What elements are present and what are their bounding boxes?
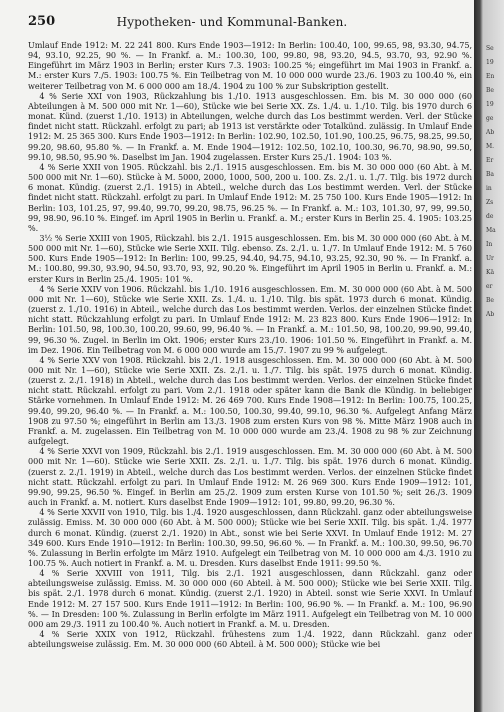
facing-page-fragment: er	[486, 283, 493, 290]
paragraph-serie-xxvi: 4 % Serie XXVI von 1909, Rückzahl. bis 2./1. 1919 ausgeschlossen. Em. M. 30 000 000 (60 Abt. à M. 500 000 mit Nr. 1—60). Stücke wie Serie XXII. Zs. 2./1. u. 1./7. Tilg. bis spät. 1976 durch 6 monat. Kündig. (zuerst z. 2./1. 1919) in Abteil., welche durch das Los bestimmt werden. Verlos. der einzelnen Stücke findet nicht statt. Rückzahl. erfolgt zu pari. In Umlauf Ende 1912: M. 26 969 300. Kurs Ende 1909—1912: 101, 99.90, 99.25, 96.50 %. Eingef. in Berlin am 25./2. 1909 zum ersten Kurse von 101.50 %; seit 26./3. 1909 auch in Frankf. a. M. notiert. Kurs daselbst Ende 1909—1912: 101, 99.80, 99.20, 96.30 %.	[28, 446, 472, 508]
facing-page-fragment: M.	[486, 143, 495, 150]
facing-page-fragment: Se	[486, 45, 494, 52]
facing-page-fragment: 19	[486, 59, 494, 66]
facing-page-fragment: Ab	[486, 311, 495, 318]
page-header	[28, 14, 436, 30]
paragraph-serie-xxi: 4 % Serie XXI von 1903, Rückzahlung bis 1./10. 1913 ausgeschlossen. Em. bis M. 30 000 000 (60 Abteilungen à M. 500 000 mit Nr. 1—60), Stücke wie bei Serie XX. Zs. 1./4. u. 1./10. Tilg. bis 1970 durch 6 monat. Künd. (zuerst 1./10. 1913) in Abteilungen, welche durch das Los bestimmt werden. Verl. der Stücke findet nicht statt. Rückzahl. erfolgt zu pari; ab 1913 ist verstärkte oder Totalkünd. zulässig. In Umlauf Ende 1912: M. 25 365 300. Kurs Ende 1903—1912: In Berlin: 102.90, 102.50, 101.90, 100.25, 96.75, 98.25, 99.50, 99.20, 98.60, 95.80 %. — In Frankf. a. M. Ende 1904—1912: 102.50, 102.10, 100.30, 96.70, 98.90, 99.50, 99.10, 98.50, 95.90 %. Daselbst im Jan. 1904 zugelassen. Erster Kurs 25./1. 1904: 103 %.	[28, 90, 472, 162]
facing-page-gutter	[474, 0, 504, 712]
facing-page-fragment: Zs	[486, 199, 494, 206]
facing-page-fragment: Kä	[486, 269, 495, 276]
paragraph-serie-xxv: 4 % Serie XXV von 1908. Rückzahl. bis 2./1. 1918 ausgeschlossen. Em. M. 30 000 000 (60 Abt. à M. 500 000 mit Nr. 1—60), Stücke wie Serie XXII. Zs. 2./1. u. 1./7. Tilg. bis spät. 1975 durch 6 monat. Kündig. (zuerst z. 2./1. 1918) in Abteil., welche durch das Los bestimmt werden. Verlos. der einzelnen Stücke findet nicht statt. Rückzahl. erfolgt zu pari. Vom 2./1. 1918 oder später kann die Bank die Kündig. in beliebiger Stärke vornehmen. In Umlauf Ende 1912: M. 26 469 700. Kurs Ende 1908—1912: In Berlin: 100.75, 100.25, 99.40, 99.20, 96.40 %. — In Frankf. a. M.: 100.50, 100.30, 99.40, 99.10, 96.30 %. Aufgelegt Anfang März 1908 zu 97.50 %; eingeführt in Berlin am 13./3. 1908 zum ersten Kurs von 98 %. Mitte März 1908 auch in Frankf. a. M. zugelassen. Ein Teilbetrag von M. 10 000 000 wurde am 23./4. 1908 zu 98 % zur Zeichnung aufgelegt.	[28, 354, 472, 447]
facing-page-fragment: Be	[486, 297, 494, 304]
paragraph-serie-xx-circulation: Umlauf Ende 1912: M. 22 241 800. Kurs Ende 1903—1912: In Berlin: 100.40, 100, 99.65, 98, 93.30, 94.75, 94, 93.10, 92.25, 90 %. — In Frankf. a. M.: 100.30, 100, 99.80, 98, 93.20, 94.5, 93.70, 93, 92.90 %. Eingeführt im März 1903 in Berlin; erster Kurs 7.3. 1903: 100.25 %; eingeführt im Mai 1903 in Frankf. a. M.: erster Kurs 7./5. 1903: 100.75 %. Ein Teilbetrag von M. 10 000 000 wurde 23./6. 1903 zu 100.40 %, ein weiterer Teilbetrag von M. 6 000 000 am 18./4. 1904 zu 100 % zur Subskription gestellt.	[28, 40, 472, 91]
paragraph-serie-xxix: 4 % Serie XXIX von 1912, Rückzahl. frühestens zum 1./4. 1922, dann Rückzahl. ganz oder abteilungsweise zulässig. Em. M. 30 000 000 (60 Abteil. à M. 500 000); Stücke wie bei	[28, 629, 472, 650]
facing-page-fragment: Er	[486, 157, 494, 164]
facing-page-fragment: ge	[486, 115, 494, 122]
facing-page-fragment: Ba	[486, 171, 494, 178]
facing-page-fragment: de	[486, 213, 494, 220]
facing-page-fragment: 19	[486, 101, 494, 108]
paragraph-serie-xxiv: 4 % Serie XXIV von 1906. Rückzahl. bis 1./10. 1916 ausgeschlossen. Em. M. 30 000 000 (60 Abt. à M. 500 000 mit Nr. 1—60), Stücke wie Serie XXII. Zs. 1./4. u. 1./10. Tilg. bis spät. 1973 durch 6 monat. Kündig. (zuerst z. 1./10. 1916) in Abteil., welche durch das Los bestimmt werden. Verlos. der einzelnen Stücke findet nicht statt. Rückzahlung erfolgt zu pari. In Umlauf Ende 1912: M. 23 823 800. Kurs Ende 1906—1912: In Berlin: 101.50, 98, 100.30, 100.20, 99.60, 99, 96.40 %. — In Frankf. a. M.: 101.50, 98, 100.20, 99.90, 99.40, 99, 96.30 %. Zugel. in Berlin im Okt. 1906; erster Kurs 23./10. 1906: 101.50 %. Eingeführt in Frankf. a. M. im Dez. 1906. Ein Teilbetrag von M. 6 000 000 wurde am 15./7. 1907 zu 99 % aufgelegt.	[28, 283, 472, 355]
facing-page-fragment: in	[486, 185, 492, 192]
paragraph-serie-xxviii: 4 % Serie XXVIII von 1911, Tilg. bis 2./1. 1921 ausgeschlossen, dann Rückzahl. ganz oder abteilungsweise zulässig. Emiss. M. 30 000 000 (60 Abteil. à M. 500 000); Stücke wie bei Serie XXII. Tilg. bis spät. 2./1. 1978 durch 6 monat. Kündig. (zuerst 2./1. 1920) in Abteil. sonst wie Serie XXVI. In Umlauf Ende 1912: M. 27 157 500. Kurs Ende 1911—1912: In Berlin: 100, 96.90 %. — In Frankf. a. M.: 100, 96.90 %. — In Dresden: 100 %. Zulassung in Berlin erfolgte im März 1911. Aufgelegt ein Teilbetrag von M. 10 000 000 am 29./3. 1911 zu 100.40 %. Auch notiert in Frankf. a. M. u. Dresden.	[28, 568, 472, 629]
body-text	[28, 40, 472, 706]
facing-page-fragment: Ur	[486, 255, 494, 262]
paragraph-serie-xxiii: 3½ % Serie XXIII von 1905, Rückzahl. bis 2./1. 1915 ausgeschlossen. Em. bis M. 30 000 000 (60 Abt. à M. 500 000 mit Nr. 1—60), Stücke wie Serie XXII. Tilg. ebenso. Zs. 2./1. u. 1./7. In Umlauf Ende 1912: M. 5 760 500. Kurs Ende 1905—1912: In Berlin: 100, 99.25, 94.40, 94.75, 94.10, 93.25, 92.30, 90 %. — In Frankf. a. M.: 100.80, 99.30, 93.90, 94.50, 93.70, 93, 92, 90.20 %. Eingeführt im April 1905 in Berlin u. Frankf. a. M.: erster Kurs in Berlin 25./4. 1905: 101 %.	[28, 232, 472, 284]
facing-page-fragment: In	[486, 241, 493, 248]
paragraph-serie-xxii: 4 % Serie XXII von 1905. Rückzahl. bis 2./1. 1915 ausgeschlossen. Em. bis M. 30 000 000 (60 Abt. à M. 500 000 mit Nr. 1—60). Stücke à M. 5000, 2000, 1000, 500, 200 u. 100. Zs. 2./1. u. 1./7. Tilg. bis 1972 durch 6 monat. Kündig. (zuerst 2./1. 1915) in Abteil., welche durch das Los bestimmt werden. Verl. der Stücke findet nicht statt. Rückzahl. erfolgt zu pari. In Umlauf Ende 1912: M. 25 750 100. Kurs Ende 1905—1912: In Berlin: 103, 101.25, 97, 99.40, 99.70, 99.20, 98.75, 96.25 %. — In Frankf. a. M.: 103, 101.30, 97, 99, 99.50, 99, 98.90, 96.10 %. Eingef. im April 1905 in Berlin u. Frankf. a. M.; erster Kurs in Berlin 25. 4. 1905: 103.25 %.	[28, 161, 472, 233]
paragraph-serie-xxvii: 4 % Serie XXVII von 1910, Tilg. bis 1./4. 1920 ausgeschlossen, dann Rückzahl. ganz oder abteilungsweise zulässig. Emiss. M. 30 000 000 (60 Abt. à M. 500 000); Stücke wie bei Serie XXII. Tilg. bis spät. 1./4. 1977 durch 6 monat. Kündig. (zuerst 2./1. 1920) in Abt., sonst wie bei Serie XXVI. In Umlauf Ende 1912: M. 27 349 600. Kurs Ende 1910—1912: In Berlin: 100.30, 99.50, 96.60 %. — In Frankf. a. M.: 100.30, 99.50, 96.70 %. Zulassung in Berlin erfolgte im März 1910. Aufgelegt ein Teilbetrag von M. 10 000 000 am 4./3. 1910 zu 100.75 %. Auch notiert in Frankf. a. M. u. Dresden. Kurs daselbst Ende 1911: 99.50 %.	[28, 507, 472, 568]
running-title: Hypotheken- und Kommunal-Banken.	[116, 15, 348, 29]
facing-page-fragment: Be	[486, 87, 494, 94]
page-number: 250	[28, 14, 56, 29]
facing-page-fragment: Ab	[486, 129, 495, 136]
facing-page-fragment: Ma	[486, 227, 496, 234]
facing-page-fragment: En	[486, 73, 495, 80]
